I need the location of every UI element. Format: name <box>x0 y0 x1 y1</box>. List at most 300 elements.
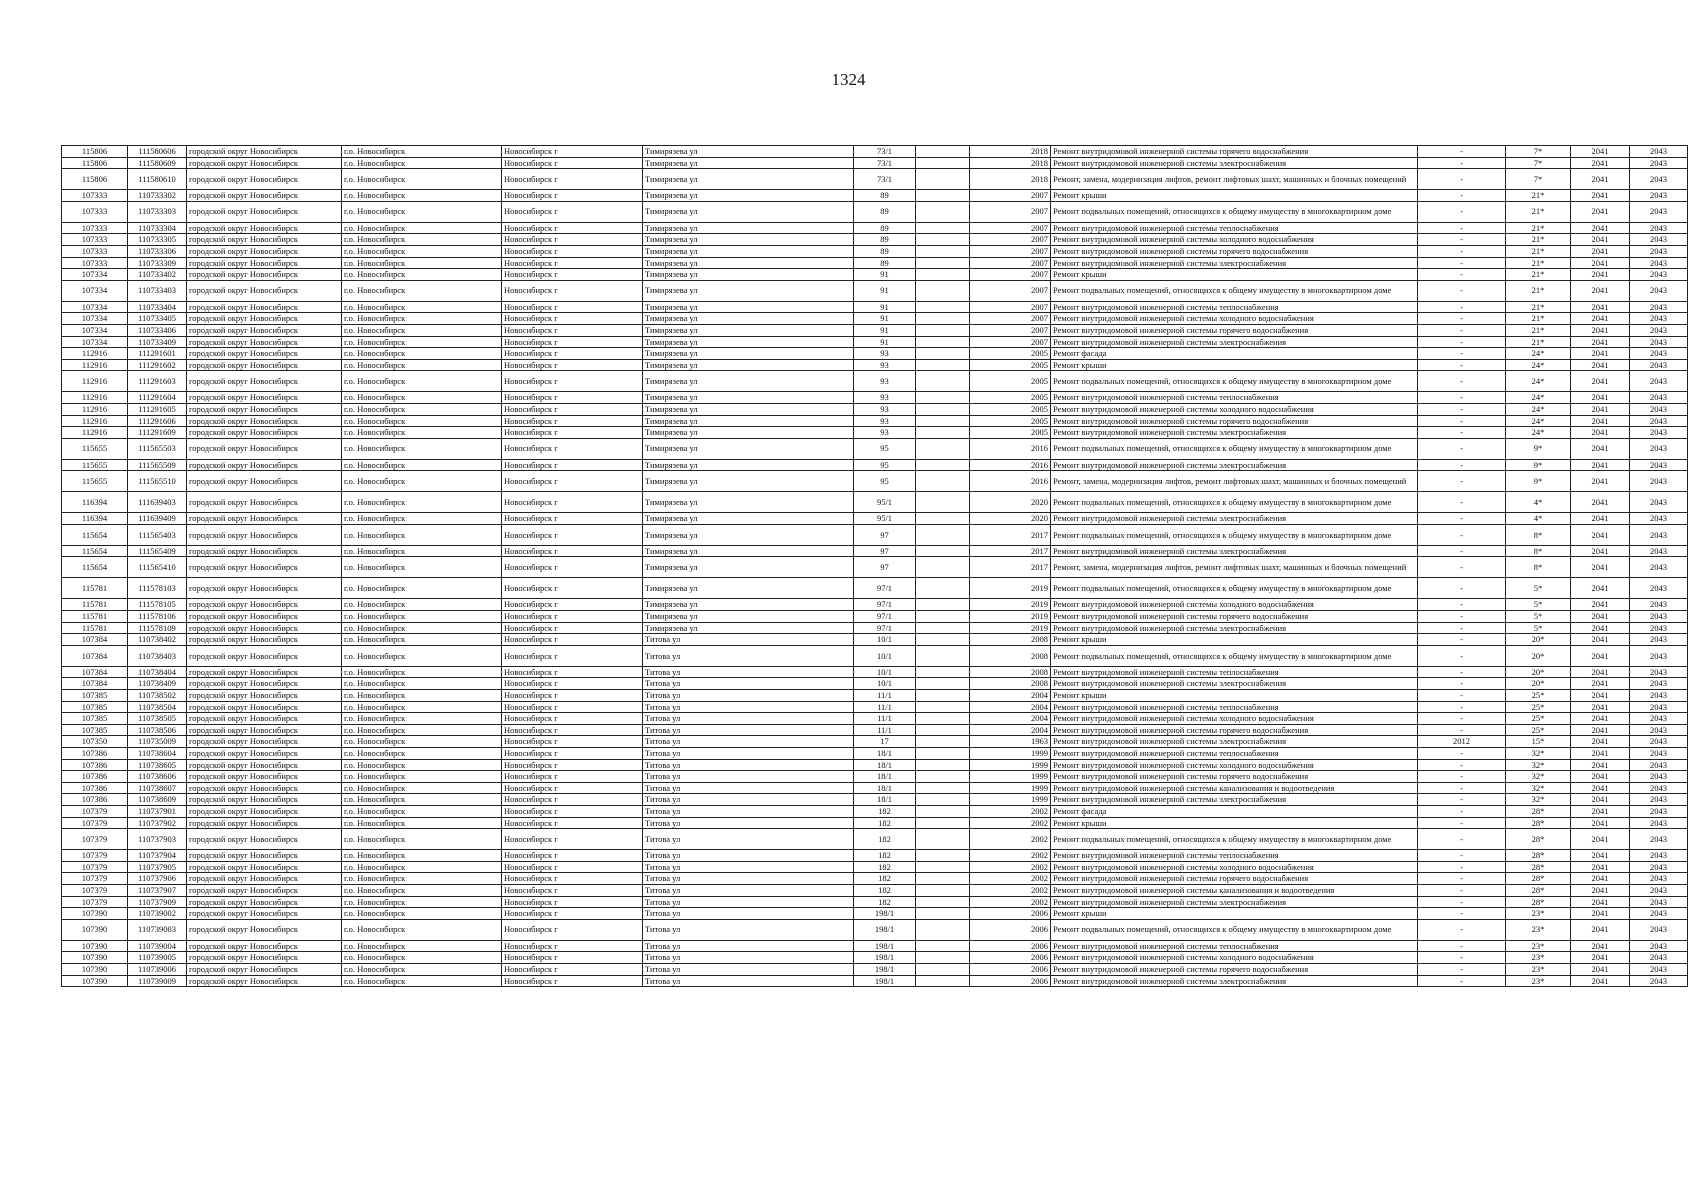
wear-years-cell: 24* <box>1506 392 1571 404</box>
wear-years-cell: 28* <box>1506 817 1571 829</box>
settlement-cell: г.о. Новосибирск <box>342 805 502 817</box>
house-id-cell: 115655 <box>62 459 128 471</box>
wear-years-cell: 32* <box>1506 782 1571 794</box>
street-cell: Титова ул <box>643 736 854 748</box>
building-number-cell: 198/1 <box>854 952 916 964</box>
municipality-cell: городской округ Новосибирск <box>187 940 342 952</box>
street-cell: Тимирязева ул <box>643 336 854 348</box>
end-year-cell: 2043 <box>1630 403 1688 415</box>
settlement-cell: г.о. Новосибирск <box>342 748 502 760</box>
table-row <box>62 313 1688 325</box>
start-year-cell: 2041 <box>1571 975 1630 987</box>
wear-years-cell: 28* <box>1506 873 1571 885</box>
building-number-cell: 18/1 <box>854 759 916 771</box>
end-year-cell: 2043 <box>1630 359 1688 371</box>
year-built-cell: 2019 <box>970 599 1051 611</box>
last-repair-year-cell: - <box>1418 146 1506 158</box>
street-cell: Тимирязева ул <box>643 471 854 492</box>
street-cell: Тимирязева ул <box>643 392 854 404</box>
work-id-cell: 110738504 <box>128 701 187 713</box>
building-number-cell: 182 <box>854 861 916 873</box>
work-id-cell: 111291609 <box>128 427 187 439</box>
last-repair-year-cell: - <box>1418 513 1506 525</box>
city-cell: Новосибирск г <box>502 348 643 360</box>
year-built-cell: 2004 <box>970 690 1051 702</box>
house-id-cell: 115806 <box>62 169 128 190</box>
year-built-cell: 2007 <box>970 201 1051 222</box>
work-type-cell: Ремонт крыши <box>1051 190 1418 202</box>
building-letter-cell <box>916 873 970 885</box>
building-number-cell: 97/1 <box>854 578 916 599</box>
municipality-cell: городской округ Новосибирск <box>187 805 342 817</box>
building-number-cell: 89 <box>854 201 916 222</box>
last-repair-year-cell: - <box>1418 861 1506 873</box>
start-year-cell: 2041 <box>1571 336 1630 348</box>
work-id-cell: 111565510 <box>128 471 187 492</box>
city-cell: Новосибирск г <box>502 257 643 269</box>
settlement-cell: г.о. Новосибирск <box>342 313 502 325</box>
end-year-cell: 2043 <box>1630 234 1688 246</box>
work-id-cell: 110738403 <box>128 645 187 666</box>
year-built-cell: 2019 <box>970 578 1051 599</box>
year-built-cell: 2007 <box>970 313 1051 325</box>
year-built-cell: 2002 <box>970 805 1051 817</box>
street-cell: Тимирязева ул <box>643 245 854 257</box>
wear-years-cell: 23* <box>1506 940 1571 952</box>
wear-years-cell: 8* <box>1506 557 1571 578</box>
table-row <box>62 392 1688 404</box>
house-id-cell: 107390 <box>62 963 128 975</box>
table-row <box>62 513 1688 525</box>
building-number-cell: 91 <box>854 336 916 348</box>
city-cell: Новосибирск г <box>502 952 643 964</box>
house-id-cell: 107333 <box>62 201 128 222</box>
house-id-cell: 107379 <box>62 805 128 817</box>
house-id-cell: 107390 <box>62 919 128 940</box>
city-cell: Новосибирск г <box>502 336 643 348</box>
start-year-cell: 2041 <box>1571 157 1630 169</box>
municipality-cell: городской округ Новосибирск <box>187 190 342 202</box>
building-number-cell: 182 <box>854 850 916 862</box>
house-id-cell: 107384 <box>62 678 128 690</box>
settlement-cell: г.о. Новосибирск <box>342 415 502 427</box>
city-cell: Новосибирск г <box>502 438 643 459</box>
municipality-cell: городской округ Новосибирск <box>187 884 342 896</box>
work-id-cell: 111639409 <box>128 513 187 525</box>
end-year-cell: 2043 <box>1630 557 1688 578</box>
building-number-cell: 95/1 <box>854 492 916 513</box>
building-letter-cell <box>916 427 970 439</box>
last-repair-year-cell: - <box>1418 359 1506 371</box>
wear-years-cell: 23* <box>1506 963 1571 975</box>
building-letter-cell <box>916 963 970 975</box>
house-id-cell: 107334 <box>62 280 128 301</box>
table-row <box>62 146 1688 158</box>
end-year-cell: 2043 <box>1630 222 1688 234</box>
work-id-cell: 110733409 <box>128 336 187 348</box>
house-id-cell: 112916 <box>62 371 128 392</box>
year-built-cell: 2005 <box>970 348 1051 360</box>
municipality-cell: городской округ Новосибирск <box>187 545 342 557</box>
wear-years-cell: 5* <box>1506 622 1571 634</box>
end-year-cell: 2043 <box>1630 975 1688 987</box>
table-row <box>62 645 1688 666</box>
start-year-cell: 2041 <box>1571 940 1630 952</box>
street-cell: Тимирязева ул <box>643 578 854 599</box>
building-number-cell: 89 <box>854 222 916 234</box>
settlement-cell: г.о. Новосибирск <box>342 459 502 471</box>
work-type-cell: Ремонт подвальных помещений, относящихся к общему имуществу в многоквартирном доме <box>1051 919 1418 940</box>
wear-years-cell: 21* <box>1506 201 1571 222</box>
start-year-cell: 2041 <box>1571 222 1630 234</box>
start-year-cell: 2041 <box>1571 257 1630 269</box>
settlement-cell: г.о. Новосибирск <box>342 829 502 850</box>
work-type-cell: Ремонт внутридомовой инженерной системы холодного водоснабжения <box>1051 313 1418 325</box>
wear-years-cell: 23* <box>1506 952 1571 964</box>
table-row <box>62 701 1688 713</box>
last-repair-year-cell: - <box>1418 850 1506 862</box>
year-built-cell: 2006 <box>970 919 1051 940</box>
end-year-cell: 2043 <box>1630 771 1688 783</box>
street-cell: Тимирязева ул <box>643 371 854 392</box>
start-year-cell: 2041 <box>1571 492 1630 513</box>
municipality-cell: городской округ Новосибирск <box>187 736 342 748</box>
table-row <box>62 403 1688 415</box>
work-type-cell: Ремонт подвальных помещений, относящихся к общему имуществу в многоквартирном доме <box>1051 645 1418 666</box>
street-cell: Титова ул <box>643 690 854 702</box>
wear-years-cell: 24* <box>1506 427 1571 439</box>
building-letter-cell <box>916 371 970 392</box>
building-letter-cell <box>916 919 970 940</box>
municipality-cell: городской округ Новосибирск <box>187 963 342 975</box>
house-id-cell: 115781 <box>62 599 128 611</box>
building-letter-cell <box>916 257 970 269</box>
settlement-cell: г.о. Новосибирск <box>342 975 502 987</box>
start-year-cell: 2041 <box>1571 545 1630 557</box>
city-cell: Новосибирск г <box>502 805 643 817</box>
last-repair-year-cell: - <box>1418 245 1506 257</box>
house-id-cell: 107386 <box>62 794 128 806</box>
work-type-cell: Ремонт внутридомовой инженерной системы теплоснабжения <box>1051 850 1418 862</box>
street-cell: Титова ул <box>643 759 854 771</box>
start-year-cell: 2041 <box>1571 963 1630 975</box>
table-row <box>62 724 1688 736</box>
end-year-cell: 2043 <box>1630 952 1688 964</box>
last-repair-year-cell: - <box>1418 713 1506 725</box>
house-id-cell: 112916 <box>62 403 128 415</box>
building-letter-cell <box>916 415 970 427</box>
municipality-cell: городской округ Новосибирск <box>187 222 342 234</box>
municipality-cell: городской округ Новосибирск <box>187 557 342 578</box>
street-cell: Титова ул <box>643 713 854 725</box>
building-number-cell: 73/1 <box>854 169 916 190</box>
settlement-cell: г.о. Новосибирск <box>342 257 502 269</box>
wear-years-cell: 28* <box>1506 850 1571 862</box>
settlement-cell: г.о. Новосибирск <box>342 301 502 313</box>
building-number-cell: 11/1 <box>854 724 916 736</box>
end-year-cell: 2043 <box>1630 963 1688 975</box>
work-id-cell: 111578106 <box>128 611 187 623</box>
work-id-cell: 110738404 <box>128 666 187 678</box>
house-id-cell: 115654 <box>62 557 128 578</box>
wear-years-cell: 21* <box>1506 222 1571 234</box>
work-id-cell: 111580610 <box>128 169 187 190</box>
wear-years-cell: 28* <box>1506 829 1571 850</box>
start-year-cell: 2041 <box>1571 873 1630 885</box>
municipality-cell: городской округ Новосибирск <box>187 622 342 634</box>
building-letter-cell <box>916 805 970 817</box>
city-cell: Новосибирск г <box>502 359 643 371</box>
building-number-cell: 18/1 <box>854 748 916 760</box>
city-cell: Новосибирск г <box>502 896 643 908</box>
building-letter-cell <box>916 471 970 492</box>
municipality-cell: городской округ Новосибирск <box>187 952 342 964</box>
municipality-cell: городской округ Новосибирск <box>187 146 342 158</box>
municipality-cell: городской округ Новосибирск <box>187 415 342 427</box>
house-id-cell: 107384 <box>62 634 128 646</box>
city-cell: Новосибирск г <box>502 492 643 513</box>
wear-years-cell: 7* <box>1506 157 1571 169</box>
settlement-cell: г.о. Новосибирск <box>342 599 502 611</box>
work-id-cell: 110738605 <box>128 759 187 771</box>
last-repair-year-cell: - <box>1418 438 1506 459</box>
wear-years-cell: 21* <box>1506 280 1571 301</box>
work-id-cell: 110738609 <box>128 794 187 806</box>
start-year-cell: 2041 <box>1571 724 1630 736</box>
street-cell: Титова ул <box>643 861 854 873</box>
end-year-cell: 2043 <box>1630 324 1688 336</box>
start-year-cell: 2041 <box>1571 169 1630 190</box>
table-row <box>62 771 1688 783</box>
work-id-cell: 110738505 <box>128 713 187 725</box>
work-type-cell: Ремонт внутридомовой инженерной системы электроснабжения <box>1051 336 1418 348</box>
end-year-cell: 2043 <box>1630 873 1688 885</box>
start-year-cell: 2041 <box>1571 896 1630 908</box>
building-letter-cell <box>916 599 970 611</box>
work-id-cell: 110738502 <box>128 690 187 702</box>
end-year-cell: 2043 <box>1630 645 1688 666</box>
city-cell: Новосибирск г <box>502 269 643 281</box>
end-year-cell: 2043 <box>1630 348 1688 360</box>
end-year-cell: 2043 <box>1630 169 1688 190</box>
settlement-cell: г.о. Новосибирск <box>342 336 502 348</box>
start-year-cell: 2041 <box>1571 415 1630 427</box>
city-cell: Новосибирск г <box>502 817 643 829</box>
wear-years-cell: 28* <box>1506 861 1571 873</box>
work-id-cell: 111291603 <box>128 371 187 392</box>
table-row <box>62 269 1688 281</box>
last-repair-year-cell: - <box>1418 392 1506 404</box>
house-id-cell: 115806 <box>62 146 128 158</box>
work-type-cell: Ремонт внутридомовой инженерной системы теплоснабжения <box>1051 701 1418 713</box>
start-year-cell: 2041 <box>1571 245 1630 257</box>
municipality-cell: городской округ Новосибирск <box>187 578 342 599</box>
building-number-cell: 89 <box>854 257 916 269</box>
wear-years-cell: 9* <box>1506 471 1571 492</box>
end-year-cell: 2043 <box>1630 201 1688 222</box>
wear-years-cell: 9* <box>1506 459 1571 471</box>
street-cell: Тимирязева ул <box>643 611 854 623</box>
work-type-cell: Ремонт фасада <box>1051 348 1418 360</box>
table-row <box>62 459 1688 471</box>
wear-years-cell: 25* <box>1506 713 1571 725</box>
table-row <box>62 257 1688 269</box>
settlement-cell: г.о. Новосибирск <box>342 611 502 623</box>
street-cell: Тимирязева ул <box>643 415 854 427</box>
city-cell: Новосибирск г <box>502 557 643 578</box>
city-cell: Новосибирск г <box>502 169 643 190</box>
work-id-cell: 111291601 <box>128 348 187 360</box>
settlement-cell: г.о. Новосибирск <box>342 952 502 964</box>
settlement-cell: г.о. Новосибирск <box>342 359 502 371</box>
last-repair-year-cell: - <box>1418 759 1506 771</box>
year-built-cell: 2002 <box>970 850 1051 862</box>
table-row <box>62 873 1688 885</box>
house-id-cell: 107379 <box>62 861 128 873</box>
house-id-cell: 107379 <box>62 850 128 862</box>
settlement-cell: г.о. Новосибирск <box>342 873 502 885</box>
year-built-cell: 2006 <box>970 952 1051 964</box>
start-year-cell: 2041 <box>1571 884 1630 896</box>
settlement-cell: г.о. Новосибирск <box>342 201 502 222</box>
municipality-cell: городской округ Новосибирск <box>187 201 342 222</box>
settlement-cell: г.о. Новосибирск <box>342 234 502 246</box>
work-type-cell: Ремонт внутридомовой инженерной системы холодного водоснабжения <box>1051 713 1418 725</box>
street-cell: Тимирязева ул <box>643 157 854 169</box>
city-cell: Новосибирск г <box>502 829 643 850</box>
municipality-cell: городской округ Новосибирск <box>187 975 342 987</box>
street-cell: Тимирязева ул <box>643 269 854 281</box>
work-type-cell: Ремонт внутридомовой инженерной системы электроснабжения <box>1051 622 1418 634</box>
work-id-cell: 111291602 <box>128 359 187 371</box>
house-id-cell: 112916 <box>62 348 128 360</box>
work-id-cell: 111578105 <box>128 599 187 611</box>
work-type-cell: Ремонт внутридомовой инженерной системы электроснабжения <box>1051 975 1418 987</box>
municipality-cell: городской округ Новосибирск <box>187 403 342 415</box>
house-id-cell: 107385 <box>62 690 128 702</box>
street-cell: Тимирязева ул <box>643 190 854 202</box>
settlement-cell: г.о. Новосибирск <box>342 771 502 783</box>
work-id-cell: 110737904 <box>128 850 187 862</box>
building-letter-cell <box>916 829 970 850</box>
work-type-cell: Ремонт внутридомовой инженерной системы канализования и водоотведения <box>1051 782 1418 794</box>
building-number-cell: 95 <box>854 459 916 471</box>
house-id-cell: 107333 <box>62 257 128 269</box>
repair-schedule-table <box>61 145 1688 987</box>
street-cell: Титова ул <box>643 884 854 896</box>
end-year-cell: 2043 <box>1630 269 1688 281</box>
work-type-cell: Ремонт внутридомовой инженерной системы холодного водоснабжения <box>1051 759 1418 771</box>
settlement-cell: г.о. Новосибирск <box>342 701 502 713</box>
year-built-cell: 2002 <box>970 817 1051 829</box>
work-type-cell: Ремонт крыши <box>1051 908 1418 920</box>
year-built-cell: 2005 <box>970 403 1051 415</box>
wear-years-cell: 5* <box>1506 599 1571 611</box>
house-id-cell: 107390 <box>62 975 128 987</box>
building-number-cell: 97/1 <box>854 622 916 634</box>
house-id-cell: 107386 <box>62 748 128 760</box>
municipality-cell: городской округ Новосибирск <box>187 513 342 525</box>
wear-years-cell: 21* <box>1506 269 1571 281</box>
start-year-cell: 2041 <box>1571 403 1630 415</box>
work-id-cell: 111580606 <box>128 146 187 158</box>
city-cell: Новосибирск г <box>502 611 643 623</box>
building-letter-cell <box>916 896 970 908</box>
year-built-cell: 2020 <box>970 513 1051 525</box>
start-year-cell: 2041 <box>1571 599 1630 611</box>
city-cell: Новосибирск г <box>502 190 643 202</box>
building-number-cell: 182 <box>854 829 916 850</box>
end-year-cell: 2043 <box>1630 724 1688 736</box>
year-built-cell: 2007 <box>970 234 1051 246</box>
last-repair-year-cell: - <box>1418 545 1506 557</box>
last-repair-year-cell: - <box>1418 222 1506 234</box>
start-year-cell: 2041 <box>1571 234 1630 246</box>
last-repair-year-cell: - <box>1418 908 1506 920</box>
start-year-cell: 2041 <box>1571 952 1630 964</box>
municipality-cell: городской округ Новосибирск <box>187 873 342 885</box>
last-repair-year-cell: - <box>1418 371 1506 392</box>
building-number-cell: 18/1 <box>854 782 916 794</box>
table-row <box>62 324 1688 336</box>
year-built-cell: 2004 <box>970 701 1051 713</box>
settlement-cell: г.о. Новосибирск <box>342 427 502 439</box>
table-row <box>62 850 1688 862</box>
table-row <box>62 157 1688 169</box>
work-type-cell: Ремонт крыши <box>1051 817 1418 829</box>
wear-years-cell: 24* <box>1506 403 1571 415</box>
city-cell: Новосибирск г <box>502 222 643 234</box>
building-letter-cell <box>916 348 970 360</box>
municipality-cell: городской округ Новосибирск <box>187 459 342 471</box>
start-year-cell: 2041 <box>1571 645 1630 666</box>
settlement-cell: г.о. Новосибирск <box>342 280 502 301</box>
city-cell: Новосибирск г <box>502 146 643 158</box>
street-cell: Титова ул <box>643 908 854 920</box>
street-cell: Титова ул <box>643 873 854 885</box>
house-id-cell: 107386 <box>62 782 128 794</box>
work-id-cell: 110738607 <box>128 782 187 794</box>
settlement-cell: г.о. Новосибирск <box>342 146 502 158</box>
municipality-cell: городской округ Новосибирск <box>187 359 342 371</box>
year-built-cell: 2018 <box>970 146 1051 158</box>
start-year-cell: 2041 <box>1571 438 1630 459</box>
municipality-cell: городской округ Новосибирск <box>187 908 342 920</box>
city-cell: Новосибирск г <box>502 524 643 545</box>
settlement-cell: г.о. Новосибирск <box>342 438 502 459</box>
settlement-cell: г.о. Новосибирск <box>342 678 502 690</box>
table-row <box>62 611 1688 623</box>
last-repair-year-cell: - <box>1418 201 1506 222</box>
wear-years-cell: 8* <box>1506 524 1571 545</box>
work-id-cell: 110739003 <box>128 919 187 940</box>
wear-years-cell: 20* <box>1506 634 1571 646</box>
wear-years-cell: 32* <box>1506 748 1571 760</box>
building-number-cell: 18/1 <box>854 794 916 806</box>
start-year-cell: 2041 <box>1571 280 1630 301</box>
municipality-cell: городской округ Новосибирск <box>187 169 342 190</box>
work-type-cell: Ремонт фасада <box>1051 805 1418 817</box>
table-row <box>62 805 1688 817</box>
street-cell: Тимирязева ул <box>643 348 854 360</box>
end-year-cell: 2043 <box>1630 301 1688 313</box>
street-cell: Титова ул <box>643 666 854 678</box>
settlement-cell: г.о. Новосибирск <box>342 222 502 234</box>
start-year-cell: 2041 <box>1571 794 1630 806</box>
work-id-cell: 111639403 <box>128 492 187 513</box>
work-type-cell: Ремонт крыши <box>1051 634 1418 646</box>
year-built-cell: 2008 <box>970 678 1051 690</box>
